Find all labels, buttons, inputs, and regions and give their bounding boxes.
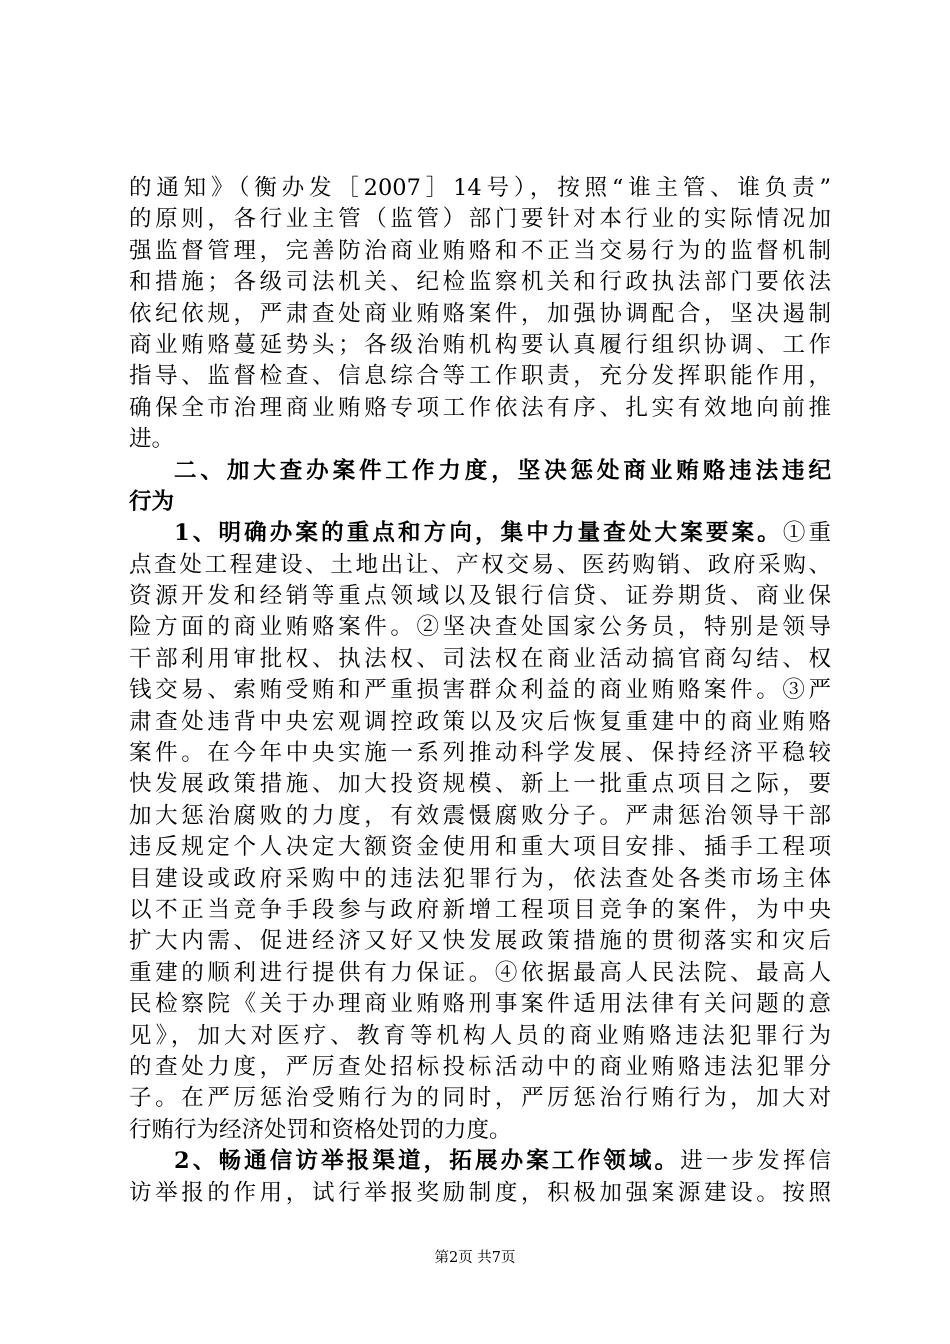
heading-line: 行为 <box>129 488 175 515</box>
text-line: 确保全市治理商业贿赂专项工作依法有序、扎实有效地向前推 <box>129 394 831 421</box>
item-text: ①重 <box>782 520 831 547</box>
text-line: 扩大内需、促进经济又好又快发展政策措施的贯彻落实和灾后 <box>129 928 831 955</box>
text-line: 违反规定个人决定大额资金使用和重大项目安排、插手工程项 <box>129 834 831 861</box>
text-line: 干部利用审批权、执法权、司法权在商业活动搞官商勾结、权 <box>129 645 831 672</box>
text-line: 点查处工程建设、土地出让、产权交易、医药购销、政府采购、 <box>129 551 831 578</box>
text-line: 钱交易、索贿受贿和严重损害群众利益的商业贿赂案件。③严 <box>129 677 831 704</box>
text-line: 快发展政策措施、加大投资规模、新上一批重点项目之际，要 <box>129 771 831 798</box>
paragraph-item-2 <box>129 1146 831 1209</box>
text-line: 险方面的商业贿赂案件。②坚决查处国家公务员，特别是领导 <box>129 614 831 641</box>
paragraph <box>129 173 831 456</box>
text-line: 访举报的作用，试行举报奖励制度，积极加强案源建设。按照 <box>129 1179 831 1206</box>
document-body <box>129 173 831 1209</box>
heading-line: 二、加大查办案件工作力度，坚决惩处商业贿赂违法违纪 <box>174 457 831 484</box>
text-line: 案件。在今年中央实施一系列推动科学发展、保持经济平稳较 <box>129 740 831 767</box>
item-text: 进一步发挥信 <box>680 1148 831 1175</box>
section-heading <box>129 456 831 519</box>
text-line: 的查处力度，严厉查处招标投标活动中的商业贿赂违法犯罪分 <box>129 1053 831 1080</box>
text-line: 依纪依规，严肃查处商业贿赂案件，加强协调配合，坚决遏制 <box>129 300 831 327</box>
text-line: 重建的顺利进行提供有力保证。④依据最高人民法院、最高人 <box>129 959 831 986</box>
text-line: 行贿行为经济处罚和资格处罚的力度。 <box>129 1116 512 1143</box>
text-line <box>129 518 831 549</box>
text-line: 进。 <box>129 426 175 453</box>
paragraph-item-1 <box>129 518 831 1146</box>
text-line: 的原则，各行业主管（监管）部门要针对本行业的实际情况加 <box>129 206 831 233</box>
text-line: 肃查处违背中央宏观调控政策以及灾后恢复重建中的商业贿赂 <box>129 708 831 735</box>
text-line: 目建设或政府采购中的违法犯罪行为，依法查处各类市场主体 <box>129 865 831 892</box>
text-line: 资源开发和经销等重点领域以及银行信贷、证券期货、商业保 <box>129 583 831 610</box>
text-line: 以不正当竞争手段参与政府新增工程项目竞争的案件，为中央 <box>129 896 831 923</box>
text-line: 指导、监督检查、信息综合等工作职责，充分发挥职能作用， <box>129 363 831 390</box>
item-title: 2、畅通信访举报渠道，拓展办案工作领域。 <box>174 1148 681 1175</box>
text-line: 见》，加大对医疗、教育等机构人员的商业贿赂违法犯罪行为 <box>129 1022 831 1049</box>
text-line <box>129 1146 831 1177</box>
text-line: 加大惩治腐败的力度，有效震慑腐败分子。严肃惩治领导干部 <box>129 802 831 829</box>
text-line: 商业贿赂蔓延势头；各级治贿机构要认真履行组织协调、工作 <box>129 331 831 358</box>
text-line: 子。在严厉惩治受贿行为的同时，严厉惩治行贿行为，加大对 <box>129 1085 831 1112</box>
page-number-footer: 第2页 共7页 <box>434 1250 516 1266</box>
text-line: 的通知》（衡办发［2007］14号），按照“谁主管、谁负责” <box>129 175 831 201</box>
text-line: 和措施；各级司法机关、纪检监察机关和行政执法部门要依法 <box>129 269 831 296</box>
text-line: 民检察院《关于办理商业贿赂刑事案件适用法律有关问题的意 <box>129 991 831 1018</box>
item-title: 1、明确办案的重点和方向，集中力量查处大案要案。 <box>174 520 783 547</box>
text-line: 强监督管理，完善防治商业贿赂和不正当交易行为的监督机制 <box>129 237 831 264</box>
